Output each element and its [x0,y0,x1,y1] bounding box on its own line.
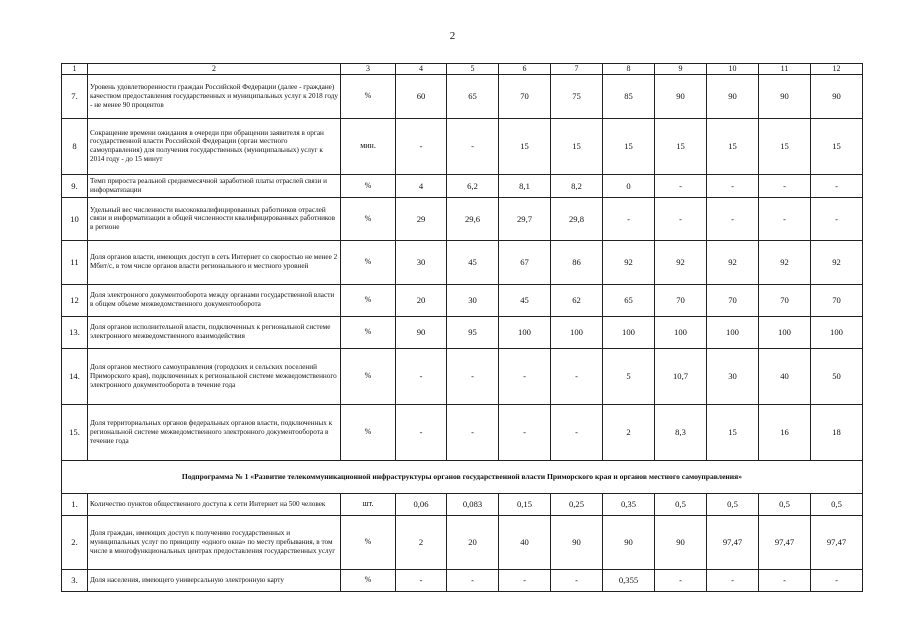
value-cell: - [655,569,707,591]
value-cell: - [396,118,447,174]
table-row [62,569,863,591]
value-cell: 15 [551,118,603,174]
unit-cell: % [341,515,396,569]
column-number: 1 [62,64,88,75]
table-row [62,118,863,174]
indicator-description: Удельный вес численности высококвалифицированных работников отраслей связи и информатизации в общей численности квалифицированных работников в регионе [88,197,341,240]
indicator-description: Темп прироста реальной среднемесячной заработной платы отраслей связи и информатизации [88,174,341,197]
value-cell: 100 [707,316,759,348]
value-cell: 0,5 [655,493,707,515]
indicator-description: Уровень удовлетворенности граждан Российской Федерации (далее - граждане) качеством предоставления государственных и муниципальных услуг к 2018 году - не менее 90 процентов [88,74,341,118]
value-cell: - [551,404,603,460]
value-cell: 6,2 [447,174,499,197]
unit-cell: % [341,569,396,591]
value-cell: 92 [707,240,759,284]
value-cell: - [447,404,499,460]
value-cell: - [551,348,603,404]
column-number: 3 [341,64,396,75]
value-cell: 100 [603,316,655,348]
table-row [62,197,863,240]
value-cell: 86 [551,240,603,284]
value-cell: 18 [811,404,863,460]
value-cell: 97,47 [811,515,863,569]
value-cell: 8,1 [499,174,551,197]
value-cell: 92 [759,240,811,284]
value-cell: 20 [447,515,499,569]
table-row [62,348,863,404]
value-cell: 95 [447,316,499,348]
value-cell: 90 [811,74,863,118]
value-cell: - [396,569,447,591]
unit-cell: % [341,74,396,118]
value-cell: 62 [551,284,603,316]
value-cell: - [499,348,551,404]
value-cell: 2 [603,404,655,460]
value-cell: 65 [603,284,655,316]
row-number: 1. [62,493,88,515]
value-cell: 67 [499,240,551,284]
value-cell: 70 [707,284,759,316]
value-cell: 92 [811,240,863,284]
row-number: 8 [62,118,88,174]
value-cell: - [655,197,707,240]
value-cell: 5 [603,348,655,404]
value-cell: 29,6 [447,197,499,240]
column-number: 11 [759,64,811,75]
column-number: 12 [811,64,863,75]
value-cell: 20 [396,284,447,316]
value-cell: 40 [759,348,811,404]
value-cell: - [759,174,811,197]
column-number: 9 [655,64,707,75]
column-number: 8 [603,64,655,75]
value-cell: 0,083 [447,493,499,515]
value-cell: 0,35 [603,493,655,515]
value-cell: 15 [707,118,759,174]
value-cell: 100 [811,316,863,348]
indicator-description: Доля населения, имеющего универсальную электронную карту [88,569,341,591]
value-cell: 0 [603,174,655,197]
value-cell: 0,06 [396,493,447,515]
unit-cell: % [341,316,396,348]
value-cell: 70 [499,74,551,118]
column-number: 4 [396,64,447,75]
table-row [62,284,863,316]
value-cell: - [447,118,499,174]
value-cell: 65 [447,74,499,118]
value-cell: 90 [655,74,707,118]
value-cell: 0,355 [603,569,655,591]
value-cell: 40 [499,515,551,569]
value-cell: 15 [655,118,707,174]
value-cell: - [499,569,551,591]
value-cell: 90 [655,515,707,569]
row-number: 15. [62,404,88,460]
value-cell: - [707,569,759,591]
value-cell: - [759,569,811,591]
value-cell: 0,5 [707,493,759,515]
column-number: 2 [88,64,341,75]
value-cell: - [655,174,707,197]
indicator-description: Доля органов власти, имеющих доступ в сеть Интернет со скоростью не менее 2 Мбит/с, в том числе органов власти регионального и местного уровней [88,240,341,284]
value-cell: 45 [499,284,551,316]
section-header-row [62,460,863,493]
value-cell: - [551,569,603,591]
value-cell: 15 [707,404,759,460]
indicator-description: Доля органов исполнительной власти, подключенных к региональной системе электронного межведомственного взаимодействия [88,316,341,348]
unit-cell: % [341,240,396,284]
column-number: 5 [447,64,499,75]
value-cell: - [603,197,655,240]
value-cell: - [396,404,447,460]
value-cell: 100 [655,316,707,348]
value-cell: - [447,569,499,591]
row-number: 3. [62,569,88,591]
value-cell: 100 [551,316,603,348]
value-cell: 85 [603,74,655,118]
row-number: 11 [62,240,88,284]
row-number: 2. [62,515,88,569]
table-row [62,240,863,284]
value-cell: 90 [396,316,447,348]
value-cell: 2 [396,515,447,569]
unit-cell: шт. [341,493,396,515]
column-number: 7 [551,64,603,75]
value-cell: 90 [707,74,759,118]
indicator-description: Доля территориальных органов федеральных органов власти, подключенных к региональной системе межведомственного электронного документооборота в течение года [88,404,341,460]
value-cell: 75 [551,74,603,118]
value-cell: 60 [396,74,447,118]
value-cell: 10,7 [655,348,707,404]
value-cell: - [396,348,447,404]
row-number: 12 [62,284,88,316]
section-title: Подпрограмма № 1 «Развитие телекоммуникационной инфраструктуры органов государственной власти Приморского края и органов местного самоуправления» [62,460,863,493]
value-cell: 90 [603,515,655,569]
value-cell: 4 [396,174,447,197]
value-cell: 30 [707,348,759,404]
value-cell: - [707,174,759,197]
value-cell: 92 [603,240,655,284]
column-number-row [62,64,863,75]
value-cell: 90 [551,515,603,569]
indicator-description: Доля граждан, имеющих доступ к получению государственных и муниципальных услуг по принципу «одного окна» по месту пребывания, в том числе в многофункциональных центрах предоставления государственных услуг [88,515,341,569]
value-cell: - [447,348,499,404]
value-cell: 8,3 [655,404,707,460]
value-cell: 0,5 [759,493,811,515]
row-number: 10 [62,197,88,240]
unit-cell: % [341,284,396,316]
indicator-description: Доля органов местного самоуправления (городских и сельских поселений Приморского края), подключенных к региональной системе межведомственного электронного документооборота в течение года [88,348,341,404]
indicator-description: Сокращение времени ожидания в очереди при обращении заявителя в орган государственной власти Российской Федерации (орган местного самоуправления) для получения государственных (муниципальных) услуг к 2014 году - до 15 минут [88,118,341,174]
value-cell: 15 [759,118,811,174]
table-row [62,404,863,460]
value-cell: 29,8 [551,197,603,240]
value-cell: 97,47 [707,515,759,569]
row-number: 13. [62,316,88,348]
value-cell: 15 [499,118,551,174]
value-cell: 70 [759,284,811,316]
value-cell: 0,15 [499,493,551,515]
value-cell: 29 [396,197,447,240]
value-cell: - [759,197,811,240]
value-cell: 100 [499,316,551,348]
main-indicators [62,74,863,591]
indicator-description: Количество пунктов общественного доступа к сети Интернет на 500 человек [88,493,341,515]
unit-cell: % [341,174,396,197]
value-cell: 70 [655,284,707,316]
value-cell: 70 [811,284,863,316]
value-cell: 100 [759,316,811,348]
value-cell: 16 [759,404,811,460]
value-cell: 30 [396,240,447,284]
value-cell: 0,25 [551,493,603,515]
column-number: 6 [499,64,551,75]
value-cell: 0,5 [811,493,863,515]
value-cell: 29,7 [499,197,551,240]
column-number: 10 [707,64,759,75]
table-row [62,493,863,515]
page-number: 2 [449,30,456,42]
indicator-table [61,63,863,592]
value-cell: - [811,197,863,240]
indicator-description: Доля электронного документооборота между органами государственной власти в общем объеме межведомственного документооборота [88,284,341,316]
value-cell: - [811,174,863,197]
value-cell: 97,47 [759,515,811,569]
table-row [62,515,863,569]
row-number: 14. [62,348,88,404]
value-cell: 15 [603,118,655,174]
value-cell: 45 [447,240,499,284]
value-cell: - [707,197,759,240]
value-cell: - [499,404,551,460]
table-row [62,74,863,118]
value-cell: 8,2 [551,174,603,197]
row-number: 9. [62,174,88,197]
table-row [62,316,863,348]
unit-cell: % [341,197,396,240]
value-cell: 92 [655,240,707,284]
table-row [62,174,863,197]
value-cell: 50 [811,348,863,404]
row-number: 7. [62,74,88,118]
value-cell: 15 [811,118,863,174]
unit-cell: мин. [341,118,396,174]
unit-cell: % [341,348,396,404]
value-cell: 90 [759,74,811,118]
value-cell: 30 [447,284,499,316]
unit-cell: % [341,404,396,460]
value-cell: - [811,569,863,591]
